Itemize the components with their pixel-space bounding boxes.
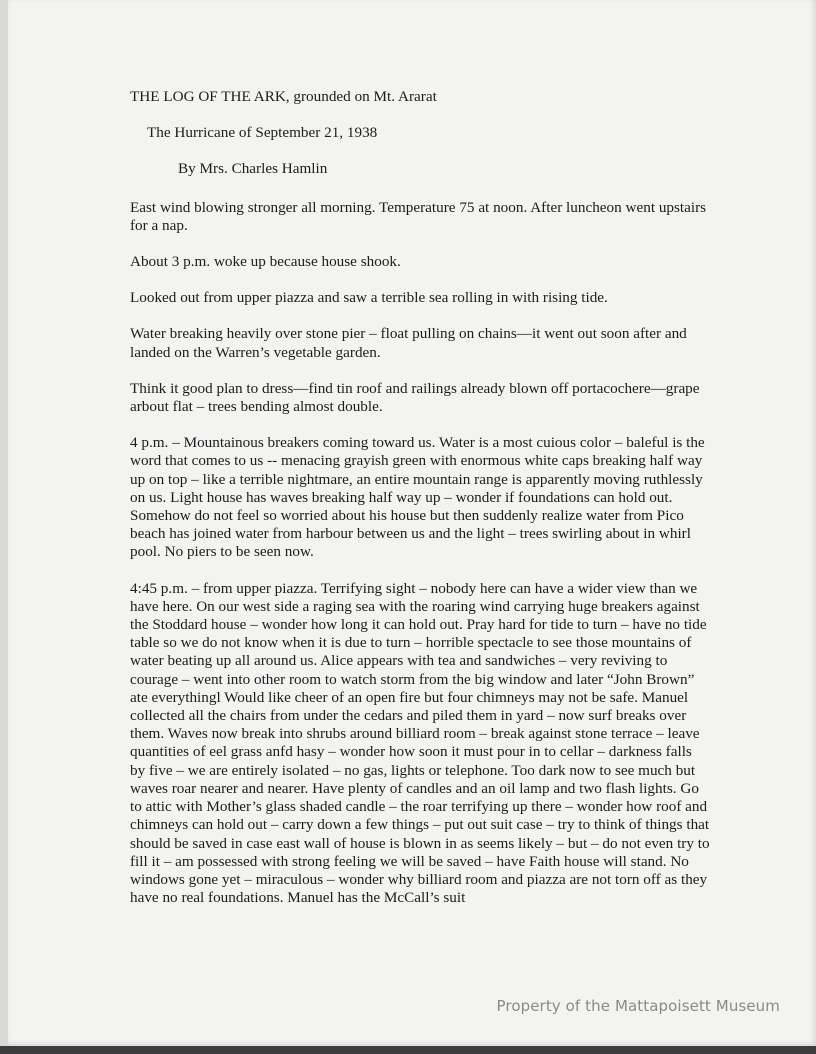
paragraph: 4:45 p.m. – from upper piazza. Terrifying sight – nobody here can have a wider view than we have here. On our west side a raging sea with the roaring wind carrying huge breakers against the Stoddard house – wonder how long it can hold out. Pray hard for tide to turn – have no tide table so we do not know when it is due to turn – horrible spectacle to see those mountains of water beating up all around us. Alice appears with tea and sandwiches – very reviving to courage – went into other room to watch storm from the big window and later “John Brown” ate everythingl Would like cheer of an open fire but four chimneys may not be safe. Manuel collected all the chairs from under the cedars and piled them in yard – now surf breaks over them. Waves now break into shrubs around billiard room – break against stone terrace – leave quantities of eel grass anfd hasy – wonder how soon it must pour in to cellar – darkness falls by five – we are entirely isolated – no gas, lights or telephone. Too dark now to see much but waves roar nearer and nearer. Have plenty of candles and an oil lamp and two flash lights. Go to attic with Mother’s glass shaded candle – the roar terrifying up there – wonder how roof and chimneys can hold out – carry down a few things – put out suit case – try to think of things that should be saved in case east wall of house is blown in as seems likely – but – do not even try to fill it – am possessed with strong feeling we will be saved – have Faith house will stand. No windows gone yet – miraculous – wonder why billiard room and piazza are not torn off as they have no real foundations. Manuel has the McCall’s suit bbox=[130, 579, 710, 907]
museum-watermark: Property of the Mattapoisett Museum bbox=[496, 997, 780, 1015]
paragraph: About 3 p.m. woke up because house shook. bbox=[130, 253, 401, 271]
paragraph: East wind blowing stronger all morning. Temperature 75 at noon. After luncheon went upstairs for a nap. bbox=[130, 198, 707, 234]
paragraph: Think it good plan to dress—find tin roof and railings already blown off portacochere—grape arbout flat – trees bending almost double. bbox=[130, 379, 700, 416]
scanner-edge bbox=[0, 0, 8, 1054]
scanner-bottom-edge bbox=[0, 1046, 816, 1054]
document-byline: By Mrs. Charles Hamlin bbox=[178, 160, 328, 178]
document-body bbox=[130, 88, 710, 907]
document-title: THE LOG OF THE ARK, grounded on Mt. Ararat bbox=[130, 88, 437, 105]
paragraph: Water breaking heavily over stone pier – float pulling on chains—it went out soon after and landed on the Warren’s vegetable garden. bbox=[130, 325, 687, 361]
paragraph: Looked out from upper piazza and saw a terrible sea rolling in with rising tide. bbox=[130, 289, 608, 307]
document-subtitle: The Hurricane of September 21, 1938 bbox=[147, 124, 378, 142]
paragraph: 4 p.m. – Mountainous breakers coming toward us. Water is a most cuious color – baleful is the word that comes to us -- menacing grayish green with enormous white caps breaking half way up on top – like a terrible nightmare, an entire mountain range is apparently moving ruthlessly on us. Light house has waves breaking half way up – wonder if foundations can hold out. Somehow do not feel so worried about his house but then suddenly realize water from Pico beach has joined water from harbour between us and the light – trees swirling about in whirl pool. No piers to be seen now. bbox=[130, 434, 705, 561]
